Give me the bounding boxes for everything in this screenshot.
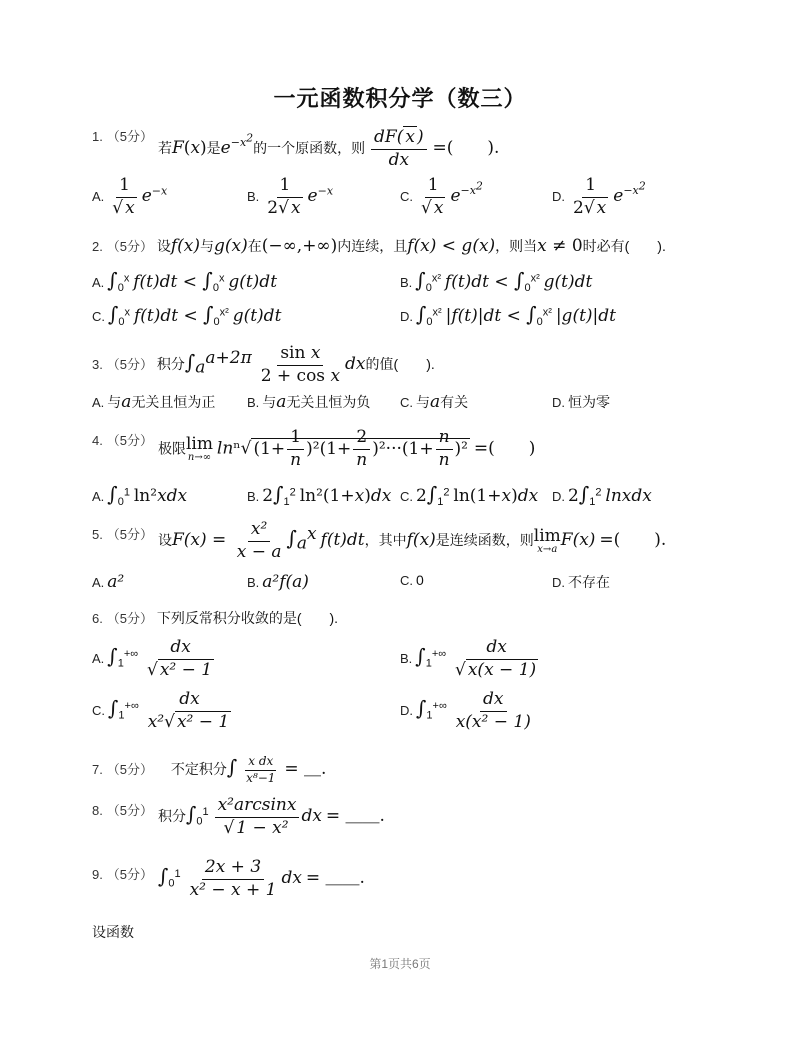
question-4-options (92, 482, 772, 506)
question-9: 9. （5分） (92, 867, 153, 882)
option-c[interactable]: C. 0 (400, 572, 424, 588)
question-5: 5. （5分） (92, 527, 153, 542)
option-a[interactable]: A. $\int_1^{+\infty}$ $\frac{dx}{\text{√ x² − 1}}$ (92, 637, 213, 680)
option-b[interactable]: B. $\int_1^{+\infty}$ $\frac{dx}{√ x(x - 1)}$ (400, 637, 537, 680)
question-3-options (92, 392, 772, 412)
question-6-options-ab (92, 638, 772, 684)
trailing-text: 设函数 (92, 924, 134, 940)
option-c[interactable]: C. $2\int_1^2$ ln(1+x)dx (400, 482, 539, 508)
option-c[interactable]: C. $\frac{1}{√ x}$ $e^{-x^2}$ (400, 175, 483, 218)
question-8: 8. （5分） (92, 803, 153, 818)
option-b[interactable]: B. $2\int_1^2$ ln²(1+x)dx (247, 482, 392, 508)
question-3: 3. （5分） 积分$\int_a^{a+2\pi}$ $\frac{\text{sin x}}{\text{2 + cos x}}$ dx的值( ). (92, 343, 435, 386)
option-a[interactable]: A. 与a无关且恒为正 (92, 392, 216, 412)
page-title: 一元函数积分学（数三） (273, 86, 527, 111)
question-2-options-ab (92, 268, 772, 294)
question-2-options-cd (92, 302, 772, 328)
option-b[interactable]: B. $\frac{1}{2√ x}$ $e^{-x}$ (247, 175, 334, 218)
question-4: 4. （5分） (92, 433, 153, 448)
question-8-stem: 积分$\int_0^1$ $\frac{\text{x²arcsinx}}{\text{√ 1 − x²}}$ dx = ＿＿. (158, 795, 385, 838)
option-d[interactable]: D. $\int_1^{+\infty}$ $\frac{dx}{\text{x(x² − 1)}}$ (400, 689, 531, 732)
option-b[interactable]: B. a²f(a) (247, 572, 309, 592)
question-6-options-cd (92, 690, 772, 736)
option-d[interactable]: D. 恒为零 (552, 394, 610, 410)
question-5-options (92, 572, 772, 594)
question-5-stem: 设F(x) = $\frac{\text{x²}}{x - a}$ $\int_a^x$ f(t)dt，其中f(x)是连续函数，则lim x→a F(x) =( ). (158, 519, 667, 562)
option-a[interactable]: A. $\int_0^x$ $f(t)dt < \int_0^x$ g(t)dt (92, 268, 278, 294)
question-4-stem: 极限lim n→∞ lnⁿ√ (1+ $\frac{1}{n}$ )²(1+ $\frac{2}{n}$ )²···(1+ $\frac{n}{n}$ )² =( ) (158, 427, 536, 470)
page-footer: 第1页共6页 (369, 957, 431, 971)
option-d[interactable]: D. $2\int_1^2$ lnxdx (552, 482, 652, 508)
option-a[interactable]: A. $\frac{1}{√ x}$ $e^{-x}$ (92, 175, 168, 218)
question-7: 7. （5分） 不定积分∫ $\frac{\text{x dx}}{\text{x⁸−1}}$ = ＿. (92, 754, 327, 785)
option-a[interactable]: A. $\int_0^1$ ln²xdx (92, 482, 188, 508)
option-b[interactable]: B. 与a无关且恒为负 (247, 392, 371, 412)
score-tag: （5分） (106, 129, 153, 144)
question-1-options (92, 176, 772, 220)
question-1-stem: 若F(x)是$e^{-x^2}$的一个原函数，则 $\frac{dF( x )}{dx}$ =( ). (158, 127, 500, 170)
option-c[interactable]: C. 与a有关 (400, 392, 469, 412)
option-a[interactable]: A. a² (92, 572, 125, 592)
question-number: 1. (92, 129, 103, 144)
option-c[interactable]: C. $\int_1^{+\infty}$ $\frac{dx}{\text{x²√ x² − 1}}$ (92, 689, 230, 732)
option-b[interactable]: B. $\int_0^{x^2}$ $f(t)dt < \int_0^{x^2}$ g(t)dt (400, 268, 593, 294)
question-2: 2. （5分） 设f(x)与g(x)在(−∞,+∞)内连续，且f(x) < g(x)，则当x ≠ 0时必有( ). (92, 236, 666, 256)
option-d[interactable]: D. 不存在 (552, 574, 610, 590)
option-c[interactable]: C. $\int_0^x$ $f(t)dt < \int_0^{x^2}$ g(t)dt (92, 302, 282, 328)
question-9-stem: $\int_0^1$ $\frac{2x + 3}{\text{x² − x + 1}}$ dx = ＿＿. (158, 857, 365, 900)
option-d[interactable]: D. $\int_0^{x^2}$ $|f(t)|dt < \int_0^{x^2}$ |g(t)|dt (400, 302, 616, 328)
question-6: 6. （5分） 下列反常积分收敛的是( ). (92, 610, 339, 626)
option-d[interactable]: D. $\frac{1}{2√ x}$ $e^{-x^2}$ (552, 175, 646, 218)
